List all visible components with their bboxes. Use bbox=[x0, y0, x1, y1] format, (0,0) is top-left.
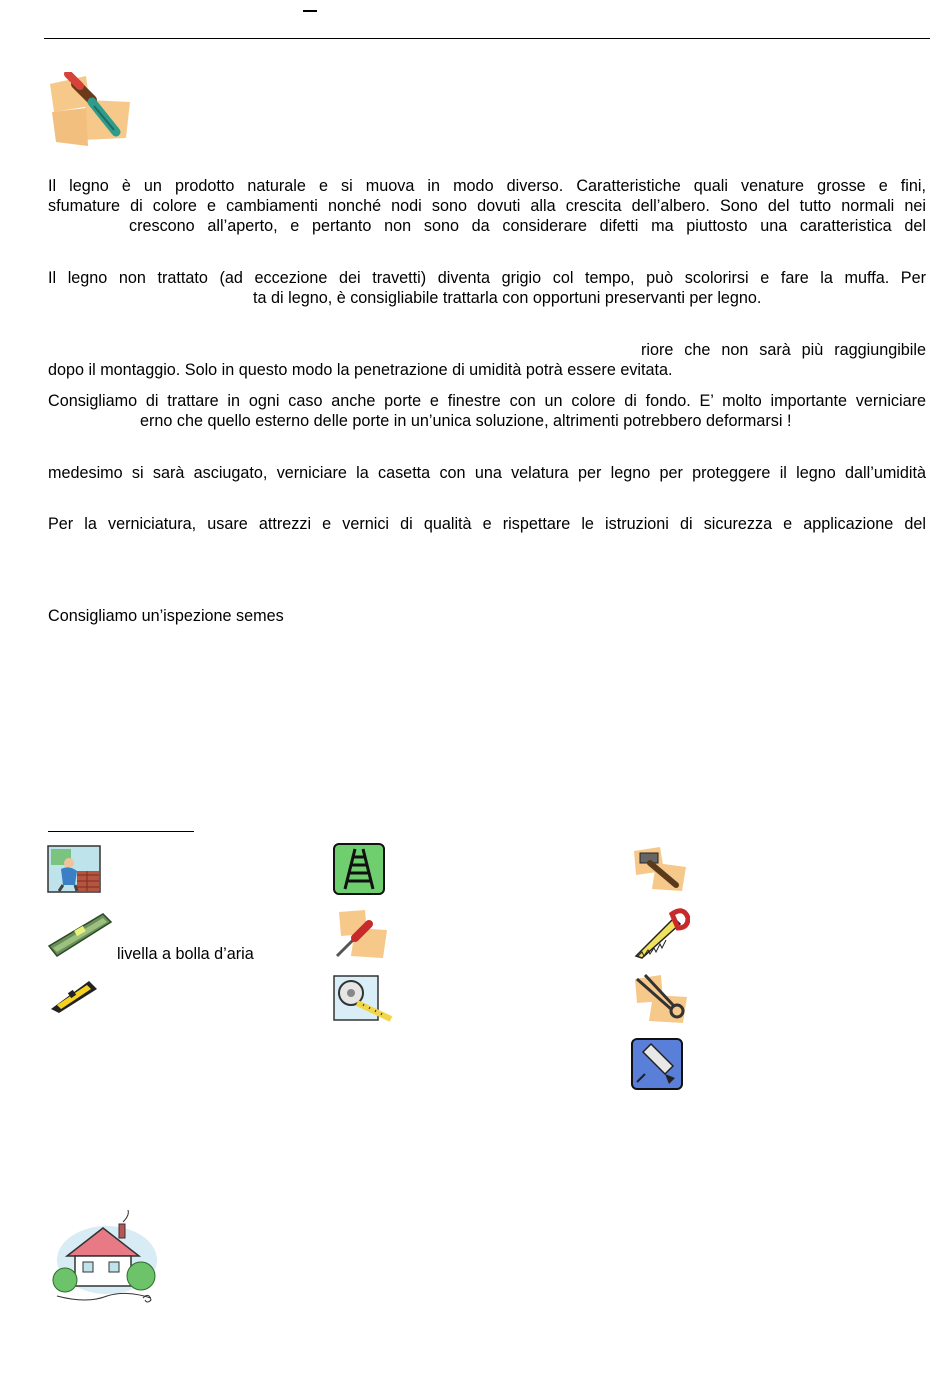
paragraph-line: Il legno è un prodotto naturale e si muova in modo diverso. Caratteristiche quali venature grosse e fini, bbox=[48, 177, 926, 195]
worker-icon bbox=[47, 845, 101, 893]
paragraph-line: Per la verniciatura, usare attrezzi e vernici di qualità e rispettare le istruzioni di sicurezza e applicazione del bbox=[48, 515, 926, 533]
paragraph-line: crescono all’aperto, e pertanto non sono da considerare difetti ma piuttosto una caratteristica del bbox=[129, 217, 926, 235]
house-icon bbox=[47, 1210, 157, 1306]
drill-icon bbox=[631, 1038, 683, 1090]
ladder-icon bbox=[333, 843, 385, 895]
saw-icon bbox=[632, 908, 690, 960]
paragraph-line: sfumature di colore e cambiamenti nonché nodi sono dovuti alla crescita dell’albero. Sono del tutto normali nei bbox=[48, 197, 926, 215]
paragraph-line: Consigliamo un’ispezione semes bbox=[48, 607, 284, 625]
header-dash bbox=[303, 10, 317, 12]
paintbrush-icon bbox=[46, 72, 134, 148]
paragraph-line: Il legno non trattato (ad eccezione dei travetti) diventa grigio col tempo, può scolorirsi e fare la muffa. Per bbox=[48, 269, 926, 287]
section-rule bbox=[48, 831, 194, 832]
paragraph-line: medesimo si sarà asciugato, verniciare la casetta con una velatura per legno per proteggere il legno dall’umidità bbox=[48, 464, 926, 482]
tool-label-level: livella a bolla d’aria bbox=[117, 945, 254, 963]
paragraph-line: dopo il montaggio. Solo in questo modo la penetrazione di umidità potrà essere evitata. bbox=[48, 361, 673, 379]
screwdriver-icon bbox=[333, 908, 391, 960]
utility-knife-icon bbox=[47, 975, 101, 1013]
tape-measure-icon bbox=[333, 975, 393, 1025]
paragraph-line: riore che non sarà più raggiungibile bbox=[641, 341, 926, 359]
paragraph-line: ta di legno, è consigliabile trattarla con opportuni preservanti per legno. bbox=[253, 289, 762, 307]
pliers-icon bbox=[631, 973, 691, 1025]
paragraph-line: erno che quello esterno delle porte in un’unica soluzione, altrimenti potrebbero deformarsi ! bbox=[140, 412, 792, 430]
spirit-level-icon bbox=[47, 910, 113, 960]
paragraph-line: Consigliamo di trattare in ogni caso anche porte e finestre con un colore di fondo. E’ molto importante verniciare bbox=[48, 392, 926, 410]
hammer-icon bbox=[630, 845, 690, 895]
header-rule bbox=[44, 38, 930, 39]
